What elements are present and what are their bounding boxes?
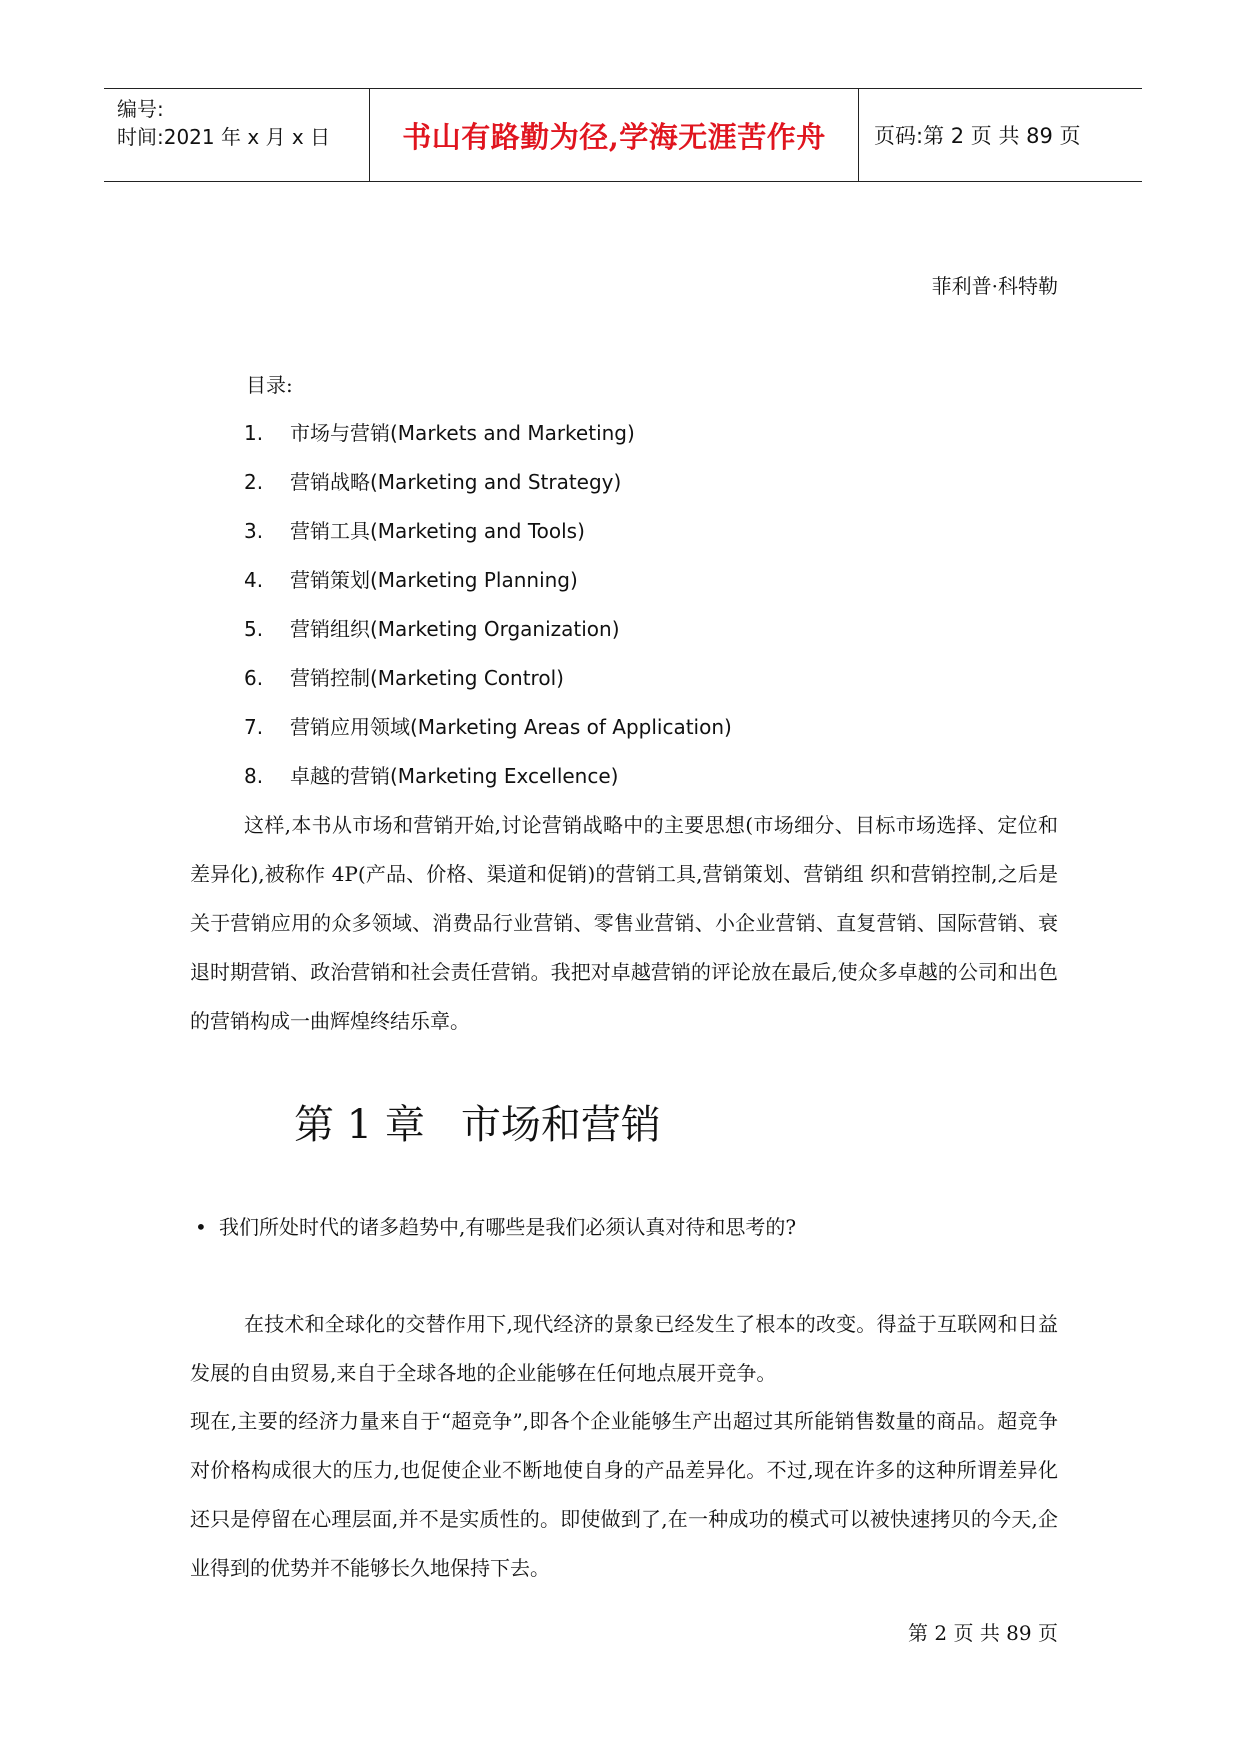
toc-item-en: (Marketing Organization) <box>370 617 620 641</box>
toc-item-en: (Markets and Marketing) <box>390 421 635 445</box>
toc-item-number: 3. <box>244 519 264 543</box>
toc-item-cn: 营销策划 <box>290 568 370 592</box>
toc-item <box>244 516 732 565</box>
toc-item-number: 8. <box>244 764 264 788</box>
chapter-heading <box>294 1093 661 1150</box>
toc-item <box>244 467 732 516</box>
toc-item-en: (Marketing Areas of Application) <box>410 715 732 739</box>
header-number-label: 编号: <box>117 97 164 121</box>
toc-item-number: 5. <box>244 617 264 641</box>
toc-item-number: 4. <box>244 568 264 592</box>
toc-item-en: (Marketing Control) <box>370 666 564 690</box>
bullet-question <box>195 1211 796 1240</box>
toc-item-number: 6. <box>244 666 264 690</box>
toc-title: 目录: <box>246 373 293 397</box>
page-footer: 第 2 页 共 89 页 <box>908 1621 1058 1645</box>
header-meta <box>117 95 330 151</box>
toc-item-number: 7. <box>244 715 264 739</box>
header-page-code: 页码:第 2 页 共 89 页 <box>874 124 1081 148</box>
bullet-icon: • <box>195 1215 207 1239</box>
header-time-label: 时间:2021 年 x 月 x 日 <box>117 125 331 149</box>
toc-item <box>244 614 732 663</box>
bullet-text: 我们所处时代的诸多趋势中,有哪些是我们必须认真对待和思考的? <box>219 1215 797 1239</box>
header-divider-right <box>858 89 859 181</box>
header-motto: 书山有路勤为径,学海无涯苦作舟 <box>402 119 826 154</box>
toc-item-cn: 营销控制 <box>290 666 370 690</box>
chapter-number: 第 1 章 <box>294 1102 425 1148</box>
toc-item <box>244 418 732 467</box>
toc-item-cn: 营销战略 <box>290 470 370 494</box>
toc-item-en: (Marketing and Strategy) <box>370 470 622 494</box>
author-name: 菲利普·科特勒 <box>931 274 1058 298</box>
intro-paragraph: 这样,本书从市场和营销开始,讨论营销战略中的主要思想(市场细分、目标市场选择、定位和差异化),被称作 4P(产品、价格、渠道和促销)的营销工具,营销策划、营销组 织和营销控制,之后是关于营销应用的众多领域、消费品行业营销、零售业营销、小企业营销、直复营销、国际营销、衰退时期营销、政治营销和社会责任营销。我把对卓越营销的评论放在最后,使众多卓越的公司和出色的营销构成一曲辉煌终结乐章。 <box>190 813 1058 1033</box>
toc-item-number: 2. <box>244 470 264 494</box>
toc-item-cn: 营销工具 <box>290 519 370 543</box>
toc-item-en: (Marketing Excellence) <box>390 764 619 788</box>
toc-item-en: (Marketing and Tools) <box>370 519 585 543</box>
chapter-title: 市场和营销 <box>460 1102 661 1148</box>
page-header <box>104 88 1142 182</box>
toc-item-cn: 营销应用领域 <box>290 715 410 739</box>
toc-item-en: (Marketing Planning) <box>370 568 578 592</box>
toc-item-cn: 卓越的营销 <box>290 764 390 788</box>
body-paragraph: 现在,主要的经济力量来自于“超竞争”,即各个企业能够生产出超过其所能销售数量的商品。超竞争对价格构成很大的压力,也促使企业不断地使自身的产品差异化。不过,现在许多的这种所谓差异化还只是停留在心理层面,并不是实质性的。即使做到了,在一种成功的模式可以被快速拷贝的今天,企业得到的优势并不能够长久地保持下去。 <box>190 1409 1058 1580</box>
toc-item <box>244 565 732 614</box>
body-paragraph: 在技术和全球化的交替作用下,现代经济的景象已经发生了根本的改变。得益于互联网和日益发展的自由贸易,来自于全球各地的企业能够在任何地点展开竞争。 <box>190 1312 1058 1385</box>
toc-item-number: 1. <box>244 421 264 445</box>
toc-item <box>244 712 732 761</box>
toc-item-cn: 市场与营销 <box>290 421 390 445</box>
toc-item-cn: 营销组织 <box>290 617 370 641</box>
toc-item <box>244 663 732 712</box>
toc-list <box>244 418 732 810</box>
